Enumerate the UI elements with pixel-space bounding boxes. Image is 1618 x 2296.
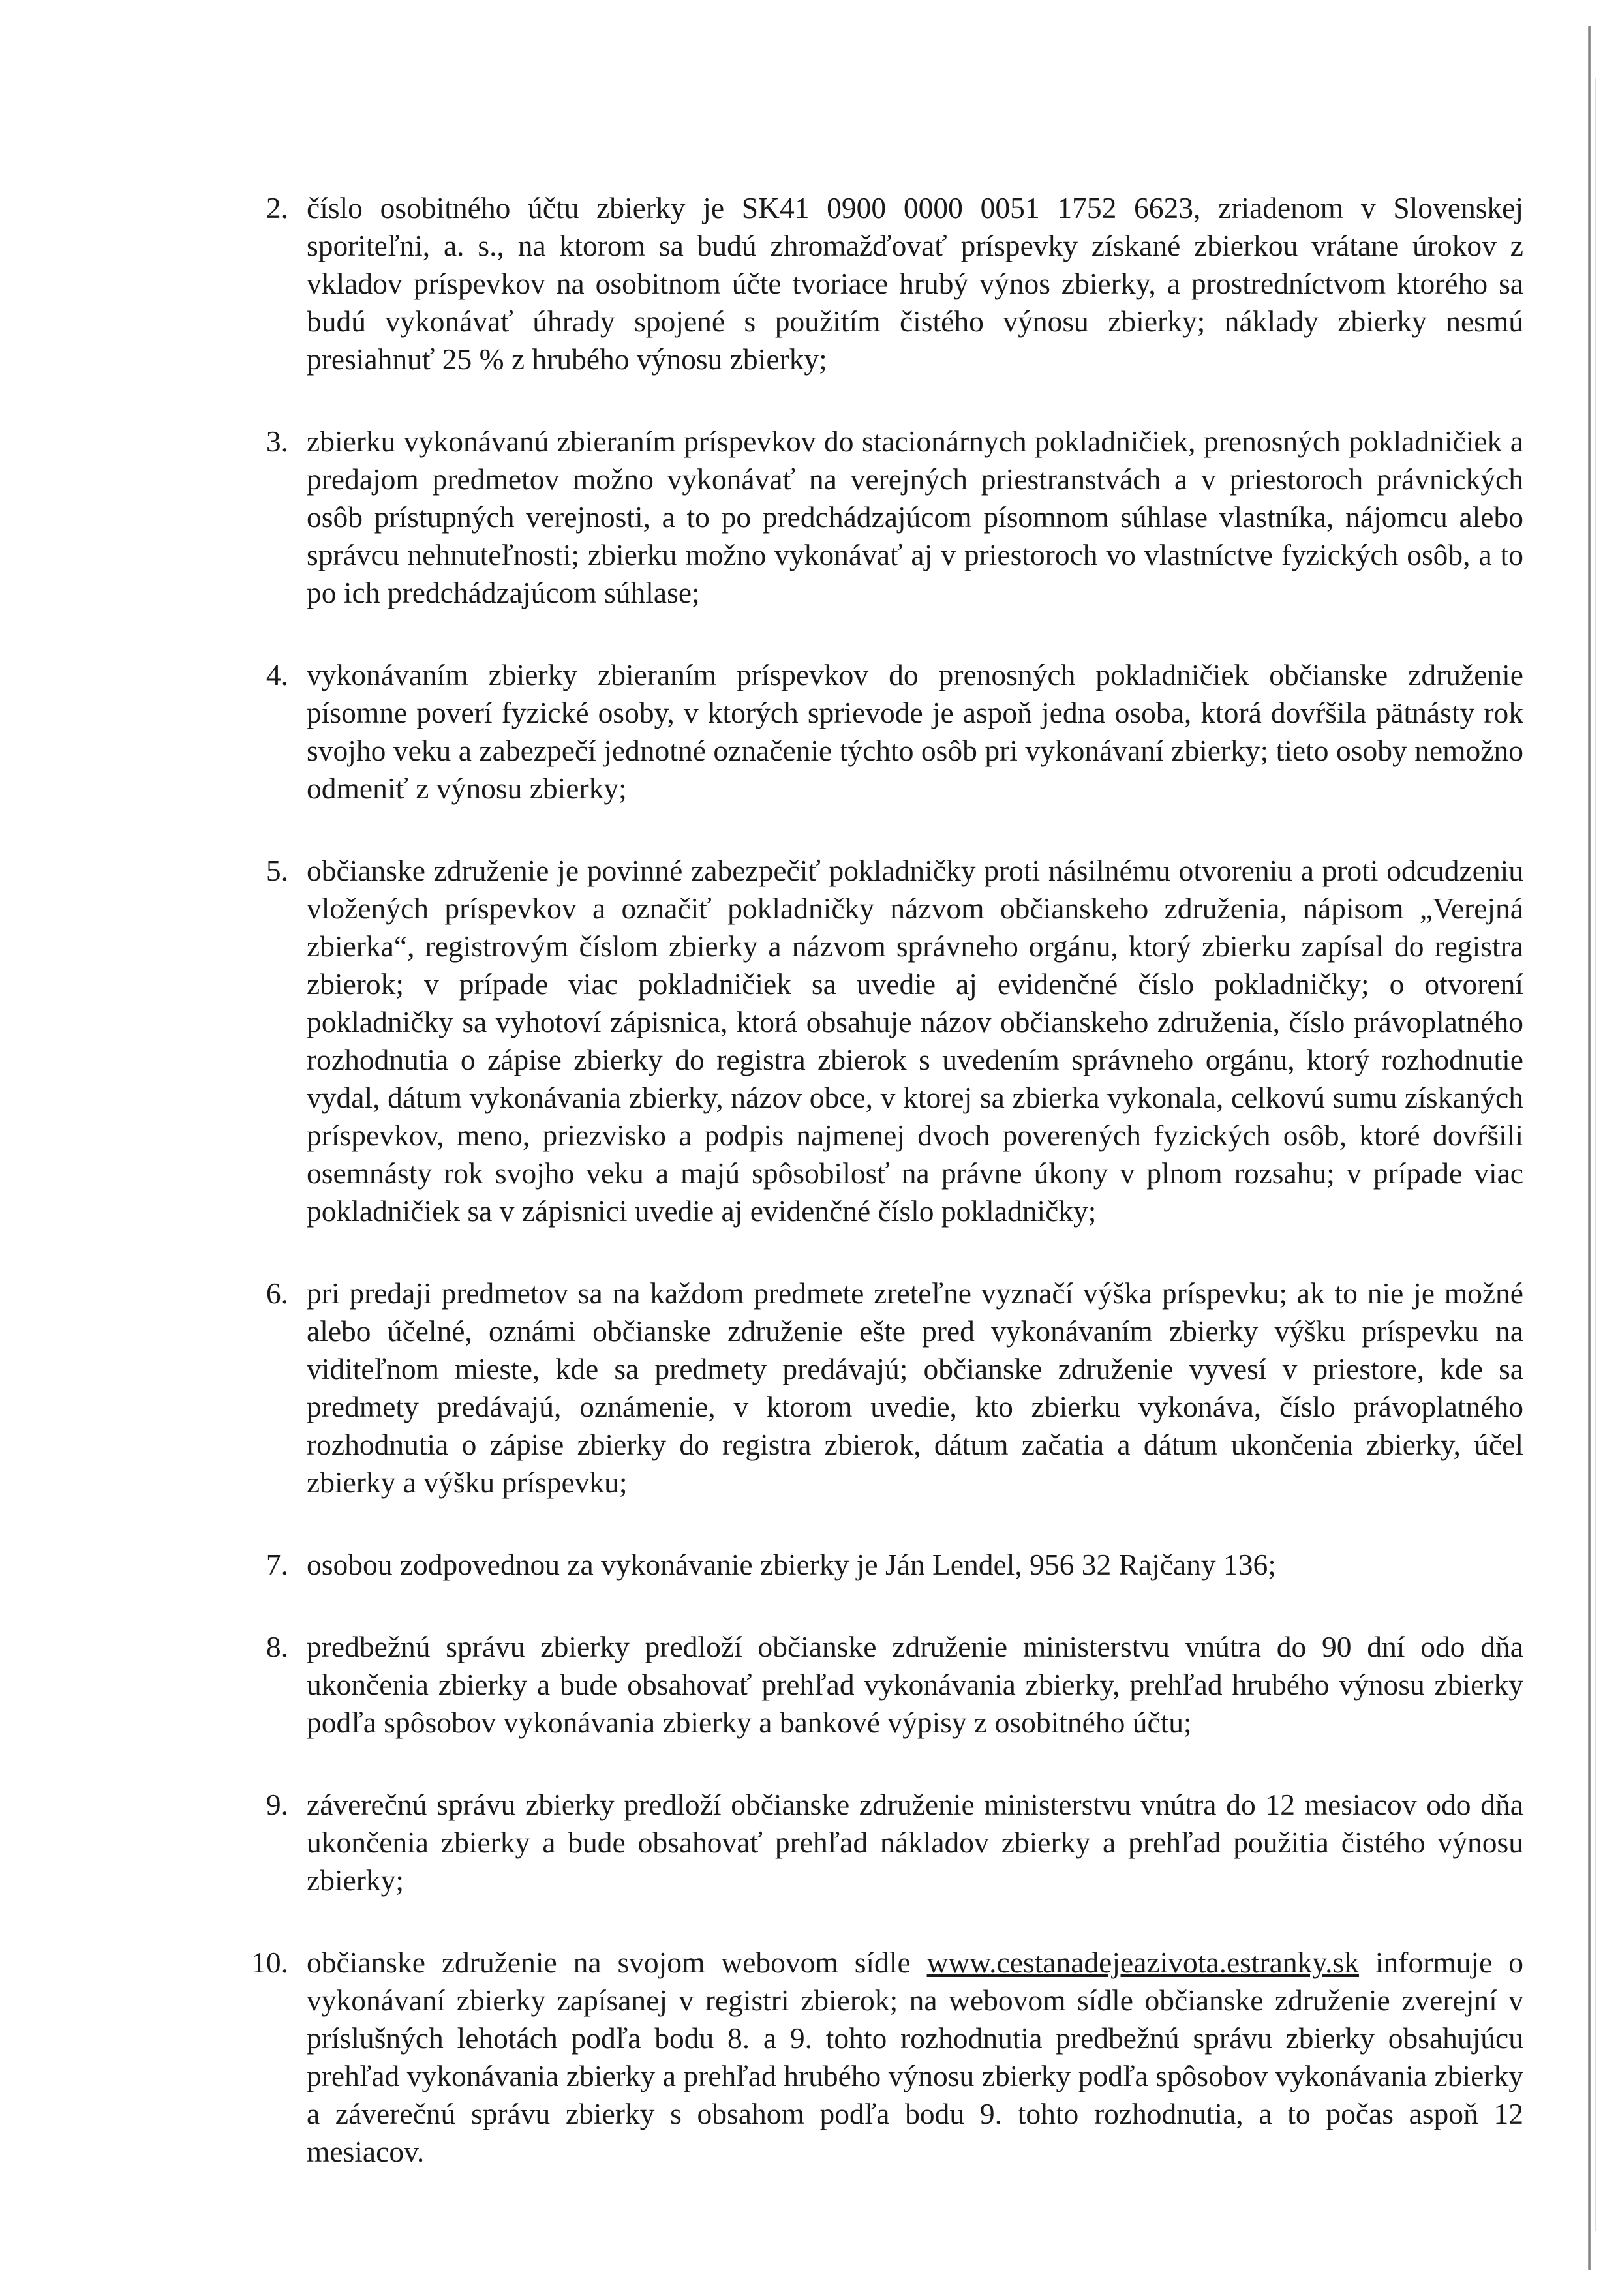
list-item xyxy=(254,1628,1523,1742)
item-text: vykonávaním zbierky zbieraním príspevkov do prenosných pokladničiek občianske združenie písomne poverí fyzické osoby, v ktorých sprievode je aspoň jedna osoba, ktorá dovŕšila pätnásty rok svojho veku a zabezpečí jednotné označenie týchto osôb pri vykonávaní zbierky; tieto osoby nemožno odmeniť z výnosu zbierky; xyxy=(307,658,1523,805)
item-text: občianske združenie je povinné zabezpečiť pokladničky proti násilnému otvoreniu a proti odcudzeniu vložených príspevkov a označiť pokladničky názvom občianskeho združenia, nápisom „Verejná zbierka“, registrovým číslom zbierky a názvom správneho orgánu, ktorý zbierku zapísal do registra zbierok; v prípade viac pokladničiek sa uvedie aj evidenčné číslo pokladničky; o otvorení pokladničky sa vyhotoví zápisnica, ktorá obsahuje názov občianskeho združenia, číslo právoplatného rozhodnutia o zápise zbierky do registra zbierok s uvedením správneho orgánu, ktorý rozhodnutie vydal, dátum vykonávania zbierky, názov obce, v ktorej sa zbierka vykonala, celkovú sumu získaných príspevkov, meno, priezvisko a podpis najmenej dvoch poverených fyzických osôb, ktoré dovŕšili osemnásty rok svojho veku a majú spôsobilosť na právne úkony v plnom rozsahu; v prípade viac pokladničiek sa v zápisnici uvedie aj evidenčné číslo pokladničky; xyxy=(307,854,1523,1228)
list-item xyxy=(254,852,1523,1230)
item-number: 4. xyxy=(266,658,288,691)
item-text: predbežnú správu zbierky predloží občianske združenie ministerstvu vnútra do 90 dní odo dňa ukončenia zbierky a bude obsahovať prehľad vykonávania zbierky, prehľad hrubého výnosu zbierky podľa spôsobov vykonávania zbierky a bankové výpisy z osobitného účtu; xyxy=(307,1630,1523,1739)
item-number: 2. xyxy=(266,191,288,224)
item-number: 5. xyxy=(266,854,288,887)
conditions-list xyxy=(251,189,1523,2215)
item-text-before-link: občianske združenie na svojom webovom sídle xyxy=(307,1946,927,1979)
list-item xyxy=(254,1275,1523,1502)
item-text: zbierku vykonávanú zbieraním príspevkov do stacionárnych pokladničiek, prenosných pokladničiek a predajom predmetov možno vykonávať na verejných priestranstvách a v priestoroch právnických osôb prístupných verejnosti, a to po predchádzajúcom písomnom súhlase vlastníka, nájomcu alebo správcu nehnuteľnosti; zbierku možno vykonávať aj v priestoroch vo vlastníctve fyzických osôb, a to po ich predchádzajúcom súhlase; xyxy=(307,425,1523,609)
item-number: 10. xyxy=(251,1946,288,1979)
scan-edge-artifact xyxy=(1588,26,1591,2270)
list-item xyxy=(254,1546,1523,1584)
item-number: 9. xyxy=(266,1788,288,1821)
item-text: číslo osobitného účtu zbierky je SK41 0900 0000 0051 1752 6623, zriadenom v Slovenskej sporiteľni, a. s., na ktorom sa budú zhromažďovať príspevky získané zbierkou vrátane úrokov z vkladov príspevkov na osobitnom účte tvoriace hrubý výnos zbierky, a prostredníctvom ktorého sa budú vykonávať úhrady spojené s použitím čistého výnosu zbierky; náklady zbierky nesmú presiahnuť 25 % z hrubého výnosu zbierky; xyxy=(307,191,1523,376)
scan-edge-artifact-thin xyxy=(1595,78,1596,2231)
item-number: 3. xyxy=(266,425,288,458)
item-number: 8. xyxy=(266,1630,288,1663)
item-text: pri predaji predmetov sa na každom predmete zreteľne vyznačí výška príspevku; ak to nie je možné alebo účelné, oznámi občianske združenie ešte pred vykonávaním zbierky výšku príspevku na viditeľnom mieste, kde sa predmety predávajú; občianske združenie vyvesí v priestore, kde sa predmety predávajú, oznámenie, v ktorom uvedie, kto zbierku vykonáva, číslo právoplatného rozhodnutia o zápise zbierky do registra zbierok, dátum začatia a dátum ukončenia zbierky, účel zbierky a výšku príspevku; xyxy=(307,1276,1523,1499)
item-text: záverečnú správu zbierky predloží občianske združenie ministerstvu vnútra do 12 mesiacov odo dňa ukončenia zbierky a bude obsahovať prehľad nákladov zbierky a prehľad použitia čistého výnosu zbierky; xyxy=(307,1788,1523,1897)
website-link[interactable]: www.cestanadejeazivota.estranky.sk xyxy=(926,1946,1359,1979)
list-item xyxy=(251,1944,1523,2171)
item-text-after-link: informuje o vykonávaní zbierky zapísanej v registri zbierok; na webovom sídle občianske združenie zverejní v príslušných lehotách podľa bodu 8. a 9. tohto rozhodnutia predbežnú správu zbierky obsahujúcu prehľad vykonávania zbierky a prehľad hrubého výnosu zbierky podľa spôsobov vykonávania zbierky a záverečnú správu zbierky s obsahom podľa bodu 9. tohto rozhodnutia, a to počas aspoň 12 mesiacov. xyxy=(307,1946,1523,2168)
item-text: osobou zodpovednou za vykonávanie zbierky je Ján Lendel, 956 32 Rajčany 136; xyxy=(307,1548,1276,1581)
item-text xyxy=(307,1944,1523,2171)
list-item xyxy=(254,656,1523,808)
item-number: 6. xyxy=(266,1276,288,1310)
item-number: 7. xyxy=(266,1548,288,1581)
list-item xyxy=(254,423,1523,612)
list-item xyxy=(254,189,1523,378)
list-item xyxy=(254,1786,1523,1899)
